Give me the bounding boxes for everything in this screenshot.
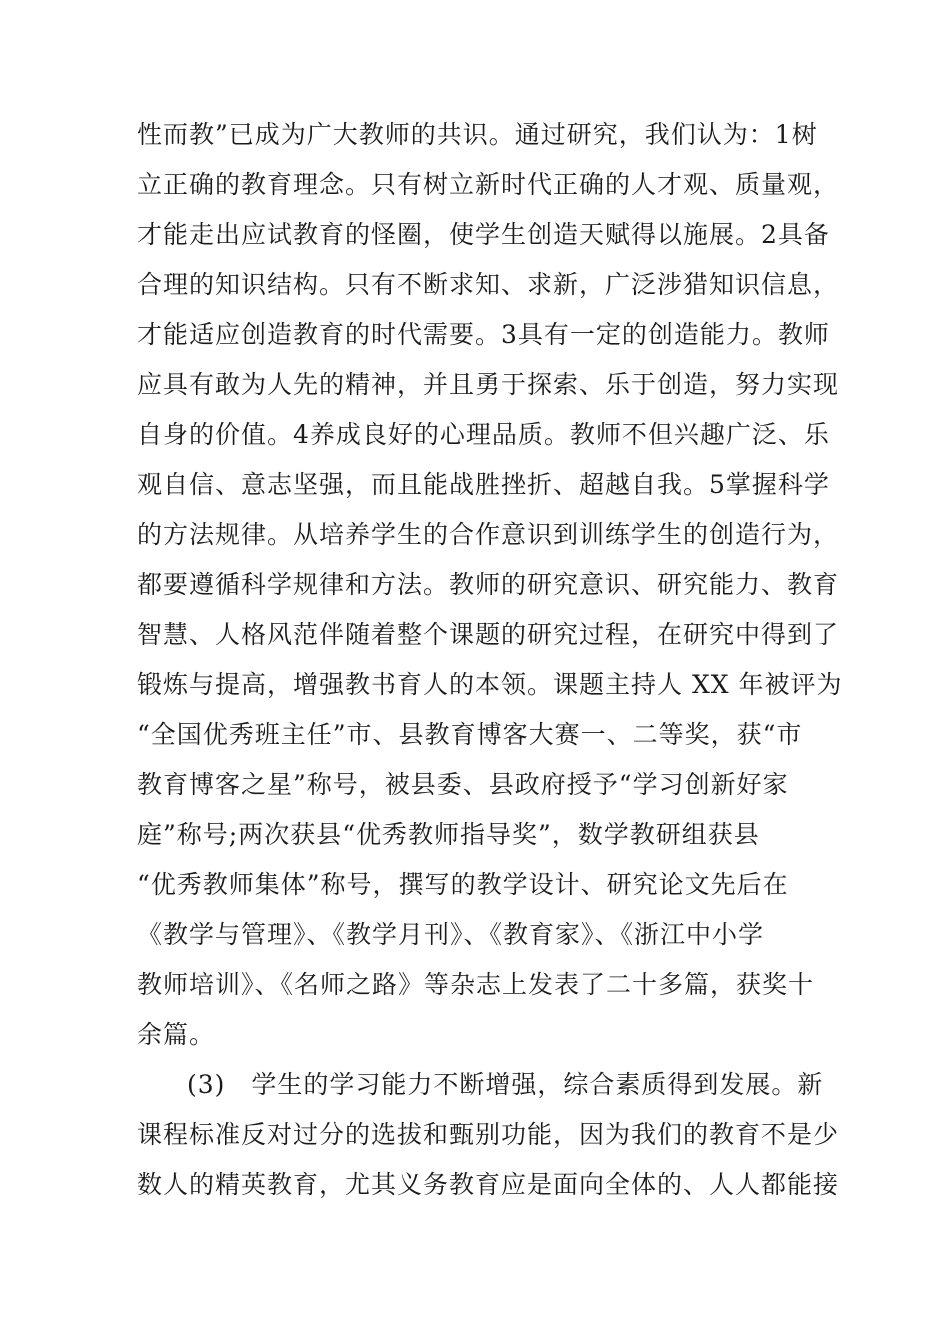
paragraph-first-line: (3) 学生的学习能力不断增强，综合素质得到发展。新 xyxy=(187,1070,824,1099)
text-line: 的方法规律。从培养学生的合作意识到训练学生的创造行为， xyxy=(137,520,840,549)
text-line: 锻炼与提高，增强教书育人的本领。课题主持人 XX 年被评为 xyxy=(137,670,843,699)
text-line: 教师培训》、《名师之路》等杂志上发表了二十多篇，获奖十 xyxy=(137,970,815,999)
text-line: 才能适应创造教育的时代需要。3具有一定的创造能力。教师 xyxy=(137,320,830,349)
text-line: 智慧、人格风范伴随着整个课题的研究过程，在研究中得到了 xyxy=(137,620,840,649)
text-line: 余篇。 xyxy=(137,1020,216,1049)
text-line: 庭”称号;两次获县“优秀教师指导奖”，数学教研组获县 xyxy=(137,820,760,849)
text-line: 课程标准反对过分的选拔和甄别功能，因为我们的教育不是少 xyxy=(137,1120,840,1149)
text-line: 才能走出应试教育的怪圈，使学生创造天赋得以施展。2具备 xyxy=(137,220,830,249)
text-line: 性而教”已成为广大教师的共识。通过研究，我们认为：1树 xyxy=(137,120,818,149)
text-line: 教育博客之星”称号，被县委、县政府授予“学习创新好家 xyxy=(137,770,789,799)
text-line: 《教学与管理》、《教学月刊》、《教育家》、《浙江中小学 xyxy=(137,920,765,949)
text-line: 合理的知识结构。只有不断求知、求新，广泛涉猎知识信息， xyxy=(137,270,840,299)
text-line: 观自信、意志坚强，而且能战胜挫折、超越自我。5掌握科学 xyxy=(137,470,830,499)
text-line: “优秀教师集体”称号，撰写的教学设计、研究论文先后在 xyxy=(137,870,789,899)
text-line: 自身的价值。4养成良好的心理品质。教师不但兴趣广泛、乐 xyxy=(137,420,830,449)
text-line: “全国优秀班主任”市、县教育博客大赛一、二等奖，获“市 xyxy=(137,720,803,749)
text-line: 数人的精英教育，尤其义务教育应是面向全体的、人人都能接 xyxy=(137,1170,840,1199)
text-line: 应具有敢为人先的精神，并且勇于探索、乐于创造，努力实现 xyxy=(137,370,840,399)
text-line: 立正确的教育理念。只有树立新时代正确的人才观、质量观， xyxy=(137,170,840,199)
text-line: 都要遵循科学规律和方法。教师的研究意识、研究能力、教育 xyxy=(137,570,840,599)
